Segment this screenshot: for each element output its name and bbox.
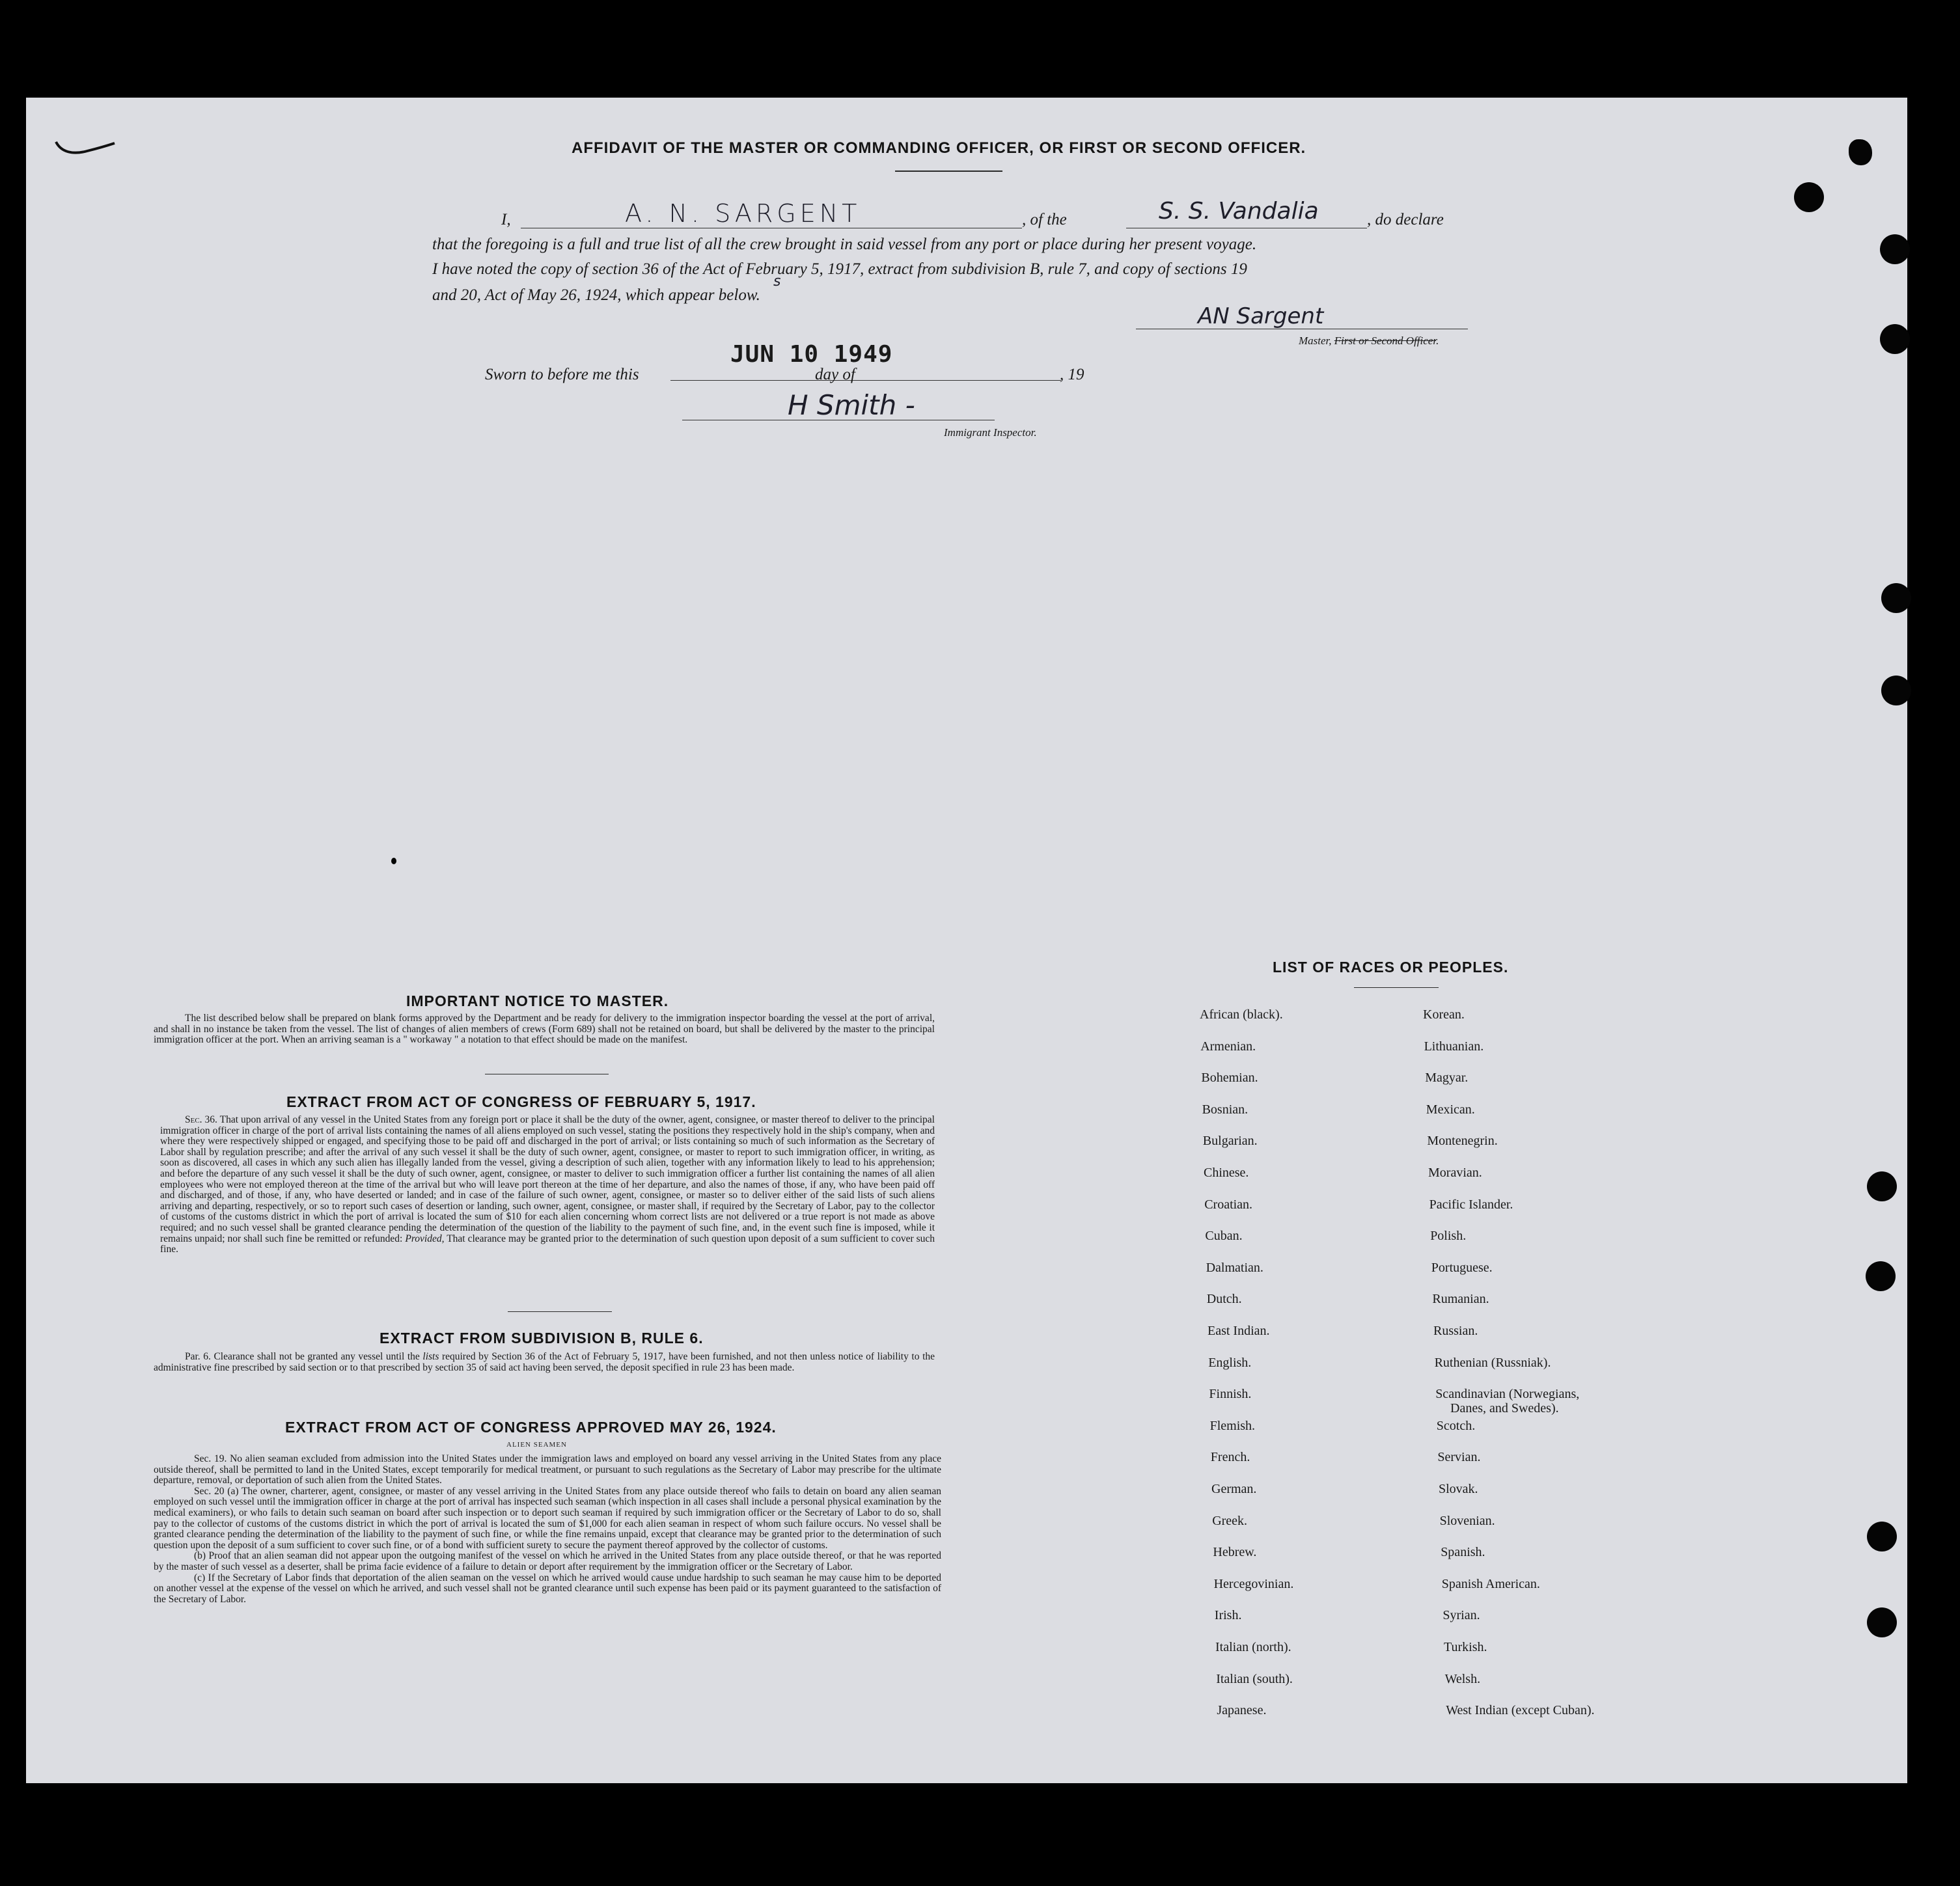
- inspector-label: Immigrant Inspector.: [944, 426, 1037, 439]
- race-item: East Indian.: [1208, 1324, 1270, 1338]
- punch-hole-icon: [1794, 182, 1824, 212]
- race-item: Syrian.: [1442, 1608, 1480, 1623]
- sec-19-paragraph: Sec. 19. No alien seaman excluded from admission into the United States under the immigration laws and employed on board any vessel arriving in the United States from any place outside thereof, shall be permitted to land in the United States, except temporarily for medical treatment, or pursuant to such regulations as the Secretary of Labor may prescribe for the ultimate departure, removal, or deportation of such alien from the United States.: [154, 1453, 941, 1486]
- race-item: West Indian (except Cuban).: [1446, 1703, 1595, 1718]
- race-item: African (black).: [1200, 1007, 1283, 1022]
- race-item: Dalmatian.: [1206, 1260, 1263, 1275]
- race-item: Spanish American.: [1441, 1576, 1540, 1591]
- race-item: Japanese.: [1217, 1703, 1267, 1718]
- notice-title: IMPORTANT NOTICE TO MASTER.: [406, 992, 669, 1009]
- race-item: Bohemian.: [1201, 1071, 1258, 1086]
- extract-1924-body: [154, 1454, 941, 1605]
- race-item: Scandinavian (Norwegians,: [1435, 1387, 1580, 1402]
- date-line: [670, 380, 1061, 381]
- race-item: Moravian.: [1428, 1166, 1482, 1180]
- day-of-label: day of: [815, 366, 855, 383]
- alien-seamen-subtitle: ALIEN SEAMEN: [506, 1441, 567, 1449]
- sec-20b-paragraph: (b) Proof that an alien seaman did not appear upon the outgoing manifest of the vessel on which he arrived in the United States from any place outside thereof, or that he was reported by the master of such vessel as a deserter, shall be prima facie evidence of a failure to detain or deport after requirement by the immigration officer or the Secretary of Labor.: [154, 1550, 941, 1572]
- race-item: Chinese.: [1204, 1166, 1249, 1180]
- master-signature: AN Sargent: [1198, 303, 1324, 329]
- race-item: Dutch.: [1206, 1292, 1242, 1307]
- punch-hole-icon: [1867, 1171, 1897, 1201]
- race-item: Finnish.: [1209, 1387, 1252, 1402]
- race-item: Hebrew.: [1213, 1545, 1257, 1560]
- punch-hole-icon: [1867, 1607, 1897, 1637]
- race-item: Servian.: [1437, 1450, 1481, 1465]
- race-item: Lithuanian.: [1424, 1039, 1484, 1054]
- affidavit-line-3: I have noted the copy of section 36 of the Act of February 5, 1917, extract from subdivision B, rule 7, and copy of sections 19: [432, 260, 1247, 278]
- extract-1924-title: EXTRACT FROM ACT OF CONGRESS APPROVED MAY 26, 1924.: [285, 1419, 777, 1436]
- master-title: Master, First or Second Officer.: [1299, 335, 1439, 347]
- race-item: German.: [1211, 1482, 1257, 1496]
- affidavit-title: AFFIDAVIT OF THE MASTER OR COMMANDING OFFICER, OR FIRST OR SECOND OFFICER.: [572, 139, 1306, 157]
- race-item: Flemish.: [1209, 1418, 1256, 1433]
- notice-body: The list described below shall be prepared on blank forms approved by the Department and be ready for delivery to the immigration inspector boarding the vessel at the port of arrival, and shall in no instance be taken from the vessel. The list of changes of alien members of crews (Form 689) shall not be retained on board, but shall be delivered by the master to the principal immigration officer at the port. When an arriving seaman is a " workaway " a notation to that effect should be made on the manifest.: [154, 1013, 935, 1046]
- race-item: Slovenian.: [1439, 1513, 1495, 1528]
- punch-hole-icon: [1880, 234, 1910, 264]
- race-item: Magyar.: [1425, 1071, 1469, 1086]
- punch-hole-icon: [1880, 324, 1910, 354]
- race-item: Montenegrin.: [1427, 1134, 1498, 1149]
- sec-20c-paragraph: (c) If the Secretary of Labor finds that deportation of the alien seaman on the vessel on which he arrived would cause undue hardship to such seaman he may cause him to be deported on another vessel at the expense of the vessel on which he arrived, and such vessel shall not be granted clearance until such expense has been paid or its payment guaranteed to the satisfaction of the Secretary of Labor.: [154, 1572, 941, 1605]
- race-item: Danes, and Swedes).: [1450, 1401, 1559, 1416]
- punch-hole-icon: [1881, 676, 1911, 705]
- race-item: Polish.: [1430, 1229, 1467, 1244]
- race-item: Italian (south).: [1216, 1671, 1293, 1686]
- race-item: French.: [1210, 1450, 1250, 1465]
- race-item: Welsh.: [1444, 1671, 1481, 1686]
- punch-hole-icon: [1866, 1261, 1896, 1291]
- races-title: LIST OF RACES OR PEOPLES.: [1273, 959, 1509, 976]
- race-item: English.: [1208, 1355, 1252, 1370]
- subdivision-body: Par. 6. Clearance shall not be granted any vessel until the lists required by Section 36 of the Act of February 5, 1917, have been furnished, and not then unless notice of liability to the administrative fine prescribed by said section or to that prescribed by section 35 of said act having been served, the deposit specified in rule 23 has been made.: [154, 1351, 935, 1373]
- do-declare-label: , do declare: [1367, 211, 1444, 228]
- sec-20a-paragraph: Sec. 20 (a) The owner, charterer, agent, consignee, or master of any vessel arriving in the United States from any place outside thereof who fails to detain on board any alien seaman employed on such vessel until the immigration officer in charge at the port of arrival has inspected such seaman (which inspection in all cases shall include a personal physical examination by the medical examiners), or who fails to detain such seaman on board after such inspection or to deport such seaman if required by such immigration officer or the Secretary of Labor to do so, shall pay to the collector of customs of the customs district in which the port of arrival is located the sum of $1,000 for each alien seaman in respect of whom such failure occurs. No vessel shall be granted clearance pending the determination of the liability to the payment of such fine, or while the fine remains unpaid, except that clearance may be granted prior to the determination of such question upon the deposit of a sum sufficient to cover such fine, or of a bond with sufficient surety to secure the payment thereof approved by the collector of customs.: [154, 1485, 941, 1551]
- affidavit-i-label: I,: [501, 211, 511, 228]
- punch-hole-icon: [1881, 583, 1911, 613]
- affidavit-line-2: that the foregoing is a full and true list of all the crew brought in said vessel from any port or place during her present voyage.: [432, 236, 1257, 253]
- race-item: Mexican.: [1426, 1102, 1475, 1117]
- races-divider: [1354, 987, 1439, 988]
- title-divider: [895, 171, 1002, 172]
- race-item: Rumanian.: [1432, 1292, 1489, 1307]
- affidavit-line-4: and 20, Act of May 26, 1924, which appear below.: [432, 286, 760, 304]
- race-item: Pacific Islander.: [1429, 1197, 1513, 1212]
- of-the-label: , of the: [1022, 211, 1067, 228]
- race-item: Russian.: [1433, 1324, 1478, 1338]
- race-item: Croatian.: [1204, 1197, 1253, 1212]
- sworn-label: Sworn to before me this: [485, 366, 639, 383]
- punch-hole-icon: [1849, 139, 1872, 165]
- race-item: Portuguese.: [1431, 1260, 1493, 1275]
- subdivision-title: EXTRACT FROM SUBDIVISION B, RULE 6.: [380, 1330, 704, 1346]
- race-item: Irish.: [1214, 1608, 1242, 1623]
- race-item: Italian (north).: [1215, 1640, 1291, 1654]
- race-item: Armenian.: [1200, 1039, 1256, 1054]
- race-item: Ruthenian (Russniak).: [1434, 1355, 1551, 1370]
- master-name-handwritten: A. N. SARGENT: [625, 199, 861, 228]
- race-item: Bosnian.: [1202, 1102, 1249, 1117]
- race-item: Greek.: [1212, 1513, 1248, 1528]
- year-prefix: , 19: [1060, 366, 1084, 383]
- race-item: Spanish.: [1441, 1545, 1485, 1560]
- race-item: Hercegovinian.: [1213, 1576, 1294, 1591]
- race-item: Cuban.: [1205, 1229, 1243, 1244]
- pen-mark-icon: [53, 135, 118, 161]
- race-item: Slovak.: [1439, 1482, 1478, 1496]
- race-item: Turkish.: [1444, 1640, 1487, 1654]
- extract-1917-body: Sec. 36. That upon arrival of any vessel in the United States from any foreign port or place it shall be the duty of the owner, agent, consignee, or master thereof to deliver to the principal immigration officer in charge of the port of arrival lists containing the names of all aliens employed on such vessel, stating the positions they respectively hold in the ship's company, when and where they were respectively shipped or engaged, and specifying those to be paid off and discharged in the port of arrival; or lists containing so much of such information as the Secretary of Labor shall by regulation prescribe; and after the arrival of any such vessel it shall be the duty of such owner, agent, consignee, or master to report to such immigration officer, in writing, as soon as discovered, all cases in which any such alien has illegally landed from the vessel, giving a description of such alien, together with any information likely to lead to his apprehension; and before the departure of any such vessel it shall be the duty of such owner, agent, consignee, or master to deliver to such immigration officer a further list containing the names of all alien employees who were not employed thereon at the time of the arrival but who will leave port thereon at the time of her departure, and also the names of those, if any, who have been paid off and discharged, and of those, if any, who have deserted or landed; and in case of the failure of such owner, agent, consignee, or master so to deliver either of the said lists of such aliens arriving and departing, respectively, or so to report such cases of desertion or landing, such owner, agent, consignee, or master shall, if required by the Secretary of Labor, pay to the collector of customs of the customs district in which the port of arrival is located the sum of $10 for each alien concerning whom correct lists are not delivered or a true report is not made as above required; and no such vessel shall be granted clearance pending the determination of the question of the liability to the payment of such fine, and, in the event such fine is imposed, while it remains unpaid; nor shall such fine be remitted or refunded: Provided, That clearance may be granted prior to the determination of such question upon deposit of a sum sufficient to cover such fine.: [160, 1114, 935, 1255]
- handwritten-s-mark: s: [773, 273, 781, 290]
- race-item: Bulgarian.: [1202, 1134, 1258, 1149]
- punch-hole-icon: [1867, 1522, 1897, 1551]
- extract-1917-title: EXTRACT FROM ACT OF CONGRESS OF FEBRUARY 5, 1917.: [286, 1093, 756, 1110]
- race-item: Korean.: [1423, 1007, 1465, 1022]
- inspector-signature: H Smith -: [788, 389, 915, 421]
- vessel-name-handwritten: S. S. Vandalia: [1159, 198, 1319, 225]
- race-item: Scotch.: [1436, 1418, 1476, 1433]
- extract-1917-divider: [508, 1311, 612, 1312]
- speck-icon: [391, 858, 396, 864]
- date-stamp: JUN 10 1949: [730, 341, 893, 368]
